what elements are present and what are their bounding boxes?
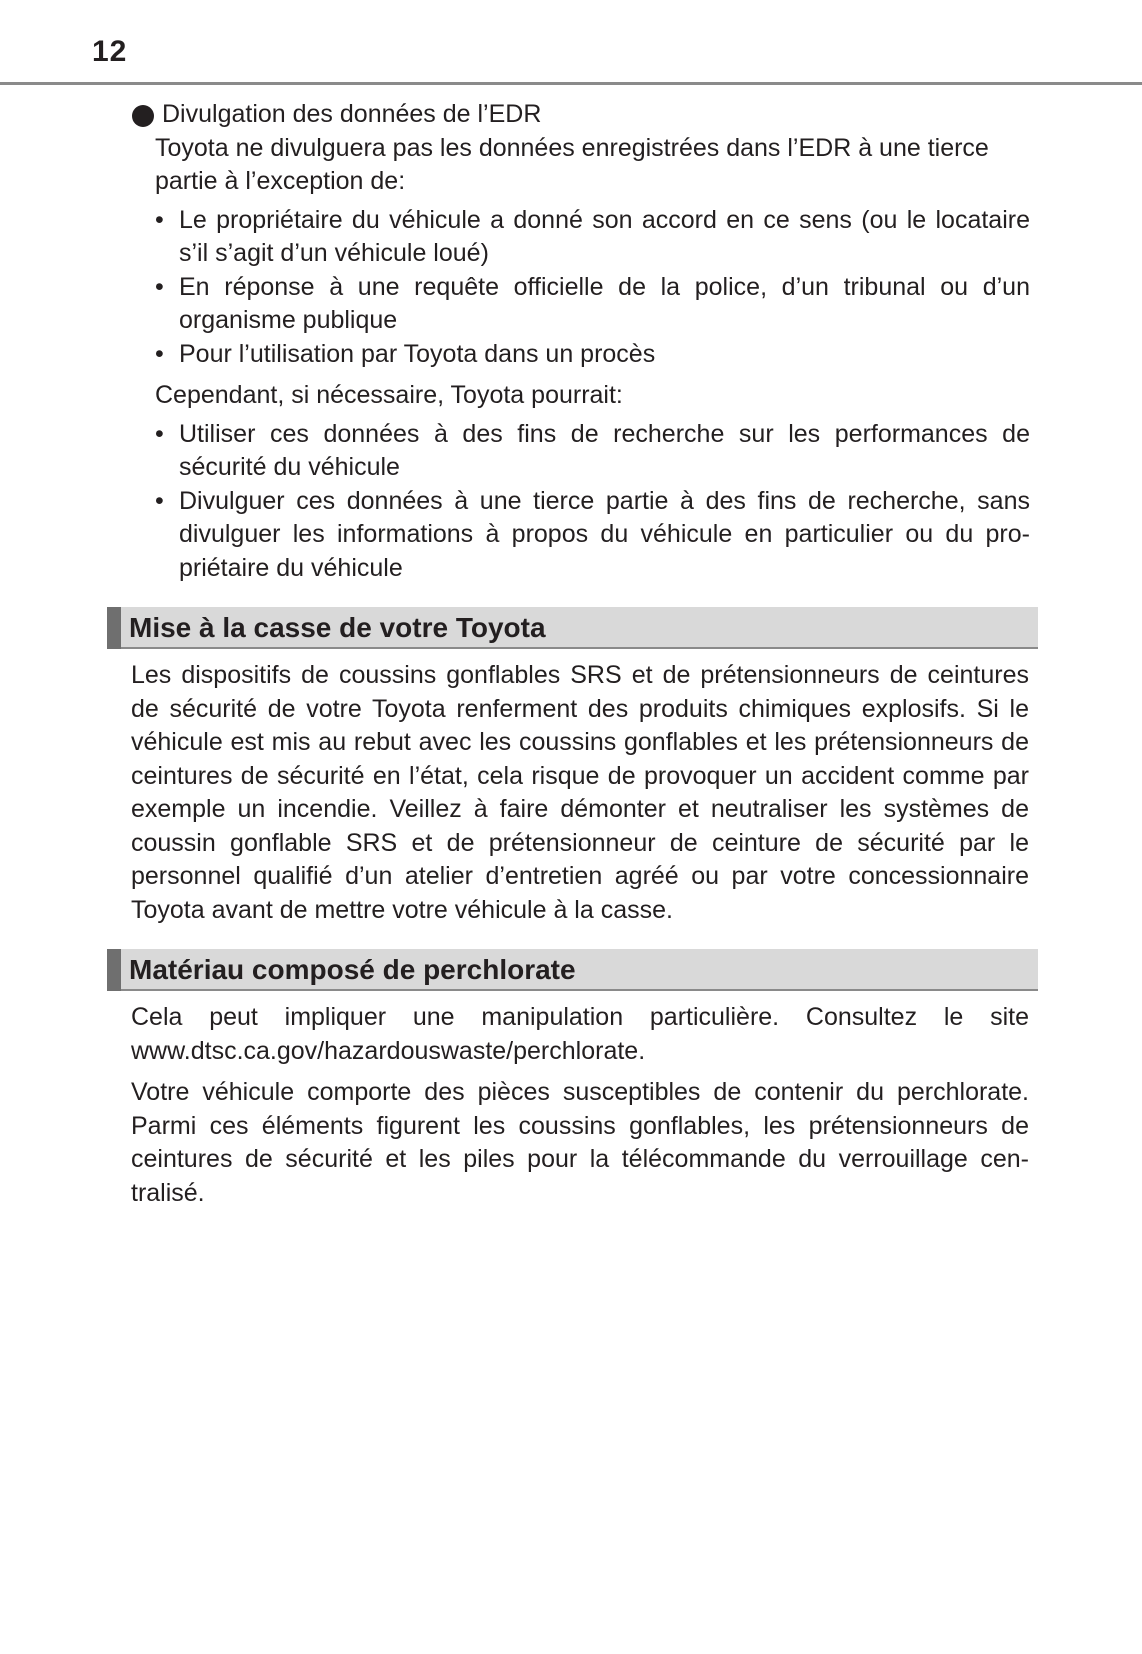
bullet-icon: • <box>155 272 164 301</box>
however-paragraph: Cependant, si nécessaire, Toyota pourrait: <box>155 381 623 409</box>
bullet-dot-icon <box>132 105 154 127</box>
list-item <box>155 271 1030 338</box>
list-item <box>155 485 1030 586</box>
list-item-text: Utiliser ces données à des fins de recherche sur les performances de sécurité du véhicule <box>179 419 1030 481</box>
bullet-icon: • <box>155 205 164 234</box>
edr-intro: Toyota ne divulguera pas les données enregistrées dans l’EDR à une tierce partie à l’exception de: <box>155 133 989 195</box>
page-number: 12 <box>92 35 128 68</box>
section-marker <box>107 949 121 991</box>
list-item-text: Le propriétaire du véhicule a donné son accord en ce sens (ou le locataire s’il s’agit d’un véhicule loué) <box>179 205 1030 267</box>
exceptions-list <box>155 204 1030 372</box>
section-marker <box>107 607 121 649</box>
section-title: Matériau composé de perchlorate <box>129 954 576 985</box>
perchlorate-paragraph-1: Cela peut impliquer une manipulation particulière. Consultez le site www.dtsc.ca.gov/hazardouswaste/perchlorate. <box>131 1003 1029 1065</box>
header-divider <box>0 82 1142 85</box>
list-item <box>155 418 1030 485</box>
scrapping-paragraph: Les dispositifs de coussins gonflables SRS et de prétensionneurs de ceintures de sécurité de votre Toyota renferment des produits chimiques explosifs. Si le véhicule est mis au rebut avec les coussins gonflables et les prétensionneurs de ceintures de sécurité en l’état, cela risque de provoquer un accident comme par exemple un incendie. Veillez à faire démonter et neutraliser les systèmes de coussin gonflable SRS et de prétensionneur de ceinture de sécurité par le personnel qualifié d’un atelier d’entretien agréé ou par votre concessionnaire Toyota avant de mettre votre véhicule à la casse. <box>131 661 1029 924</box>
uses-list <box>155 418 1030 586</box>
bullet-icon: • <box>155 486 164 515</box>
bullet-icon: • <box>155 419 164 448</box>
list-item-text: En réponse à une requête officielle de la police, d’un tribunal ou d’un organisme publique <box>179 272 1030 334</box>
page-content <box>0 98 1142 1210</box>
section-heading-perchlorate <box>107 949 1038 991</box>
list-item-text: Pour l’utilisation par Toyota dans un procès <box>179 339 656 368</box>
edr-heading <box>132 98 1042 132</box>
bullet-icon: • <box>155 339 164 368</box>
list-item <box>155 204 1030 271</box>
perchlorate-paragraph-2: Votre véhicule comporte des pièces susceptibles de contenir du perchlorate. Parmi ces éléments figurent les coussins gonflables, les prétensionneurs de ceintures de sécurité et les piles pour la télécommande du verrouillage centralisé. <box>131 1078 1029 1207</box>
list-item-text: Divulguer ces données à une tierce partie à des fins de recherche, sans divulguer les informations à propos du véhicule en particulier ou du propriétaire du véhicule <box>179 486 1030 582</box>
edr-heading-text: Divulgation des données de l’EDR <box>162 100 542 128</box>
list-item <box>155 338 1030 372</box>
section-title: Mise à la casse de votre Toyota <box>129 612 546 643</box>
section-heading-scrapping <box>107 607 1038 649</box>
